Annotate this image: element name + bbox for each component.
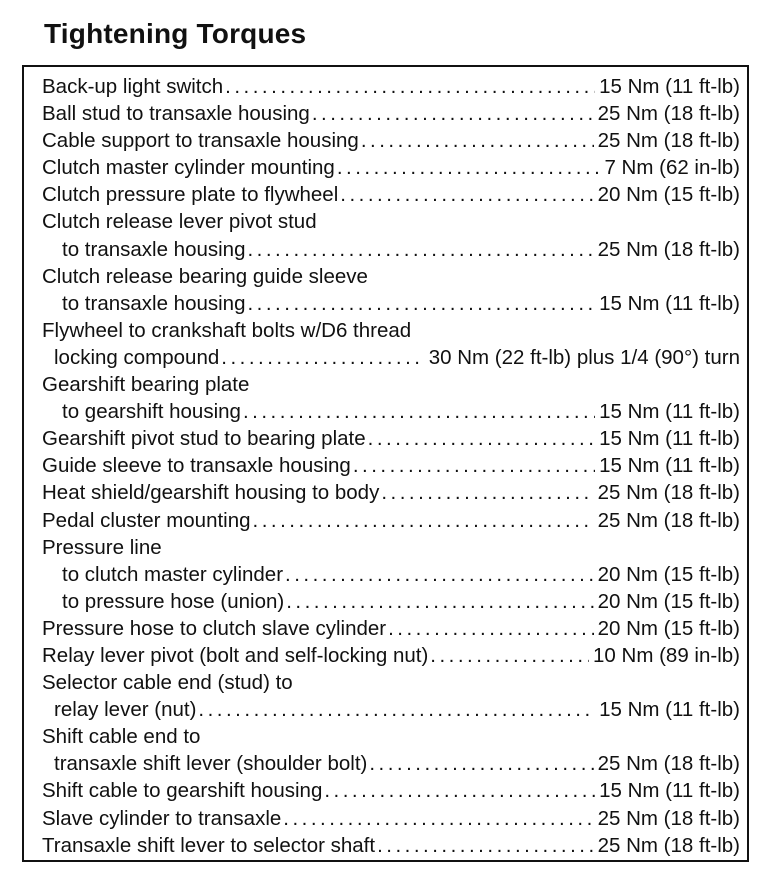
table-row bbox=[42, 642, 740, 669]
table-row bbox=[42, 127, 740, 154]
row-value: 25 Nm (18 ft-lb) bbox=[597, 102, 740, 126]
dot-leader bbox=[335, 154, 601, 181]
row-label: Clutch release bearing guide sleeve bbox=[42, 264, 368, 288]
torque-table bbox=[42, 73, 740, 859]
table-row-heading bbox=[42, 263, 740, 290]
row-value: 25 Nm (18 ft-lb) bbox=[597, 752, 740, 776]
dot-leader bbox=[245, 236, 593, 263]
row-label: Pressure hose to clutch slave cylinder bbox=[42, 616, 387, 640]
row-label: Relay lever pivot (bolt and self-locking nut) bbox=[42, 643, 429, 667]
table-row bbox=[42, 805, 740, 832]
row-value: 25 Nm (18 ft-lb) bbox=[597, 481, 740, 505]
row-label: Gearshift bearing plate bbox=[42, 373, 250, 397]
row-label: Shift cable to gearshift housing bbox=[42, 779, 323, 803]
dot-leader bbox=[283, 561, 594, 588]
dot-leader bbox=[386, 615, 593, 642]
dot-leader bbox=[245, 290, 595, 317]
dot-leader bbox=[359, 127, 594, 154]
table-row bbox=[42, 750, 740, 777]
table-row-heading bbox=[42, 317, 740, 344]
table-row bbox=[42, 236, 740, 263]
dot-leader bbox=[241, 398, 595, 425]
dot-leader bbox=[196, 696, 595, 723]
row-label: Back-up light switch bbox=[42, 75, 224, 98]
table-row-heading bbox=[42, 534, 740, 561]
dot-leader bbox=[366, 425, 595, 452]
row-label: Gearshift pivot stud to bearing plate bbox=[42, 427, 366, 451]
row-value: 25 Nm (18 ft-lb) bbox=[597, 508, 740, 532]
table-row bbox=[42, 588, 740, 615]
table-row bbox=[42, 73, 740, 100]
table-row-heading bbox=[42, 669, 740, 696]
row-label: Selector cable end (stud) to bbox=[42, 671, 293, 695]
row-value: 15 Nm (11 ft-lb) bbox=[599, 698, 740, 722]
table-row bbox=[42, 777, 740, 804]
row-label: Cable support to transaxle housing bbox=[42, 129, 359, 153]
row-value: 7 Nm (62 in-lb) bbox=[604, 156, 740, 180]
row-value: 20 Nm (15 ft-lb) bbox=[597, 562, 740, 586]
dot-leader bbox=[322, 777, 595, 804]
row-label: to pressure hose (union) bbox=[62, 589, 285, 613]
dot-leader bbox=[367, 750, 593, 777]
row-value: 25 Nm (18 ft-lb) bbox=[597, 129, 740, 153]
row-label: Clutch release lever pivot stud bbox=[42, 210, 317, 234]
row-value: 20 Nm (15 ft-lb) bbox=[597, 616, 740, 640]
dot-leader bbox=[375, 832, 594, 859]
row-label: to clutch master cylinder bbox=[62, 562, 284, 586]
dot-leader bbox=[338, 181, 593, 208]
row-value: 15 Nm (11 ft-lb) bbox=[599, 454, 740, 478]
row-value: 30 Nm (22 ft-lb) plus 1/4 (90°) turn bbox=[428, 345, 740, 369]
row-value: 15 Nm (11 ft-lb) bbox=[599, 75, 740, 98]
row-label: Pressure line bbox=[42, 535, 162, 559]
row-label: Shift cable end to bbox=[42, 725, 201, 749]
row-value: 15 Nm (11 ft-lb) bbox=[599, 779, 740, 803]
row-label: Guide sleeve to transaxle housing bbox=[42, 454, 351, 478]
row-value: 15 Nm (11 ft-lb) bbox=[599, 400, 740, 424]
dot-leader bbox=[351, 452, 595, 479]
row-label: Slave cylinder to transaxle bbox=[42, 806, 282, 830]
table-row bbox=[42, 561, 740, 588]
table-row-heading bbox=[42, 723, 740, 750]
dot-leader bbox=[284, 588, 593, 615]
table-row bbox=[42, 507, 740, 534]
row-value: 25 Nm (18 ft-lb) bbox=[597, 806, 740, 830]
torque-table-box bbox=[22, 65, 749, 862]
dot-leader bbox=[251, 507, 594, 534]
dot-leader bbox=[219, 344, 424, 371]
table-row bbox=[42, 696, 740, 723]
row-value: 10 Nm (89 in-lb) bbox=[593, 643, 740, 667]
dot-leader bbox=[310, 100, 594, 127]
row-label: to gearshift housing bbox=[62, 400, 241, 424]
table-row bbox=[42, 832, 740, 859]
table-row bbox=[42, 398, 740, 425]
row-value: 20 Nm (15 ft-lb) bbox=[597, 589, 740, 613]
dot-leader bbox=[223, 73, 595, 100]
row-label: Transaxle shift lever to selector shaft bbox=[42, 833, 376, 857]
table-row bbox=[42, 425, 740, 452]
row-label: to transaxle housing bbox=[62, 237, 246, 261]
row-label: Clutch master cylinder mounting bbox=[42, 156, 335, 180]
row-label: to transaxle housing bbox=[62, 291, 246, 315]
row-label: Flywheel to crankshaft bolts w/D6 thread bbox=[42, 318, 412, 342]
row-label: relay lever (nut) bbox=[54, 698, 197, 722]
table-row bbox=[42, 290, 740, 317]
row-label: locking compound bbox=[54, 345, 220, 369]
row-value: 25 Nm (18 ft-lb) bbox=[597, 237, 740, 261]
row-value: 20 Nm (15 ft-lb) bbox=[597, 183, 740, 207]
row-value: 25 Nm (18 ft-lb) bbox=[597, 833, 740, 857]
row-label: Pedal cluster mounting bbox=[42, 508, 251, 532]
table-row bbox=[42, 452, 740, 479]
dot-leader bbox=[428, 642, 589, 669]
row-label: Clutch pressure plate to flywheel bbox=[42, 183, 339, 207]
table-row bbox=[42, 181, 740, 208]
dot-leader bbox=[379, 479, 593, 506]
table-row bbox=[42, 100, 740, 127]
row-value: 15 Nm (11 ft-lb) bbox=[599, 291, 740, 315]
row-value: 15 Nm (11 ft-lb) bbox=[599, 427, 740, 451]
table-row bbox=[42, 479, 740, 506]
table-row-heading bbox=[42, 208, 740, 235]
table-row bbox=[42, 615, 740, 642]
row-label: Ball stud to transaxle housing bbox=[42, 102, 310, 126]
table-row bbox=[42, 344, 740, 371]
row-label: transaxle shift lever (shoulder bolt) bbox=[54, 752, 368, 776]
dot-leader bbox=[281, 805, 593, 832]
page-title: Tightening Torques bbox=[44, 18, 307, 49]
table-row-heading bbox=[42, 371, 740, 398]
table-row bbox=[42, 154, 740, 181]
row-label: Heat shield/gearshift housing to body bbox=[42, 481, 380, 505]
